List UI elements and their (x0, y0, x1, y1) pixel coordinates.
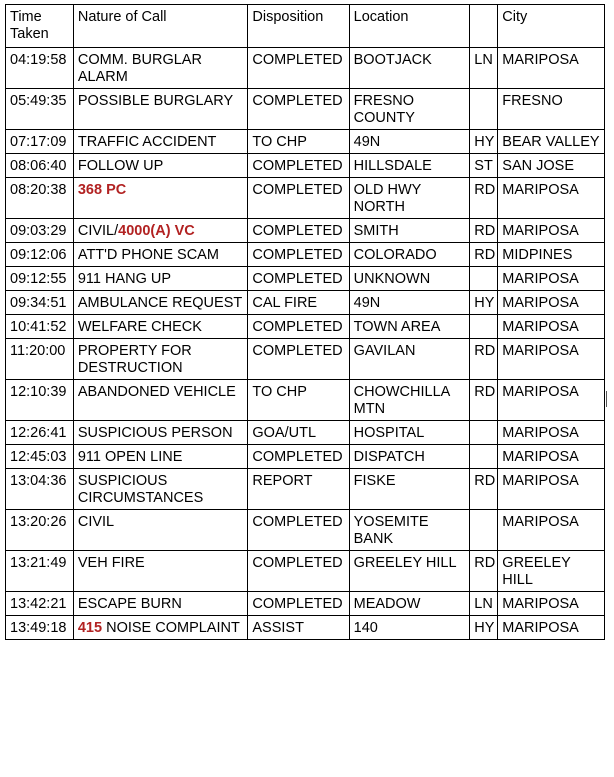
location-cell: HILLSDALE (349, 154, 470, 178)
nature-of-call-cell: ABANDONED VEHICLE (73, 380, 248, 421)
call-time-cell: 13:49:18 (6, 616, 74, 640)
street-suffix-cell: HY (470, 616, 498, 640)
call-time-cell: 13:20:26 (6, 510, 74, 551)
table-row (6, 291, 605, 315)
city-cell: MARIPOSA (498, 510, 605, 551)
nature-of-call-cell: 911 OPEN LINE (73, 445, 248, 469)
nature-of-call-cell (73, 219, 248, 243)
disposition-cell: COMPLETED (248, 178, 349, 219)
location-cell: TOWN AREA (349, 315, 470, 339)
call-time-cell: 08:20:38 (6, 178, 74, 219)
location-cell: 49N (349, 130, 470, 154)
disposition-cell: COMPLETED (248, 551, 349, 592)
disposition-cell: COMPLETED (248, 445, 349, 469)
call-log-table (5, 4, 605, 640)
city-cell: MARIPOSA (498, 421, 605, 445)
table-row (6, 510, 605, 551)
location-cell: BOOTJACK (349, 48, 470, 89)
street-suffix-cell: LN (470, 592, 498, 616)
call-time-cell: 04:19:58 (6, 48, 74, 89)
table-row (6, 219, 605, 243)
street-suffix-cell (470, 89, 498, 130)
disposition-cell: COMPLETED (248, 48, 349, 89)
table-header (6, 5, 605, 48)
call-time-cell: 09:03:29 (6, 219, 74, 243)
table-row (6, 315, 605, 339)
location-cell: FRESNO COUNTY (349, 89, 470, 130)
call-time-cell: 05:49:35 (6, 89, 74, 130)
call-time-cell: 12:45:03 (6, 445, 74, 469)
street-suffix-cell: RD (470, 219, 498, 243)
table-row (6, 89, 605, 130)
street-suffix-cell: LN (470, 48, 498, 89)
nature-of-call-cell: ATT'D PHONE SCAM (73, 243, 248, 267)
city-cell: MARIPOSA (498, 445, 605, 469)
call-time-cell: 09:12:55 (6, 267, 74, 291)
nature-of-call-cell: SUSPICIOUS PERSON (73, 421, 248, 445)
street-suffix-cell (470, 510, 498, 551)
nature-of-call-cell (73, 616, 248, 640)
location-cell: COLORADO (349, 243, 470, 267)
city-cell: FRESNO (498, 89, 605, 130)
header-street-suffix (470, 5, 498, 48)
location-cell: GREELEY HILL (349, 551, 470, 592)
location-cell: MEADOW (349, 592, 470, 616)
location-cell: FISKE (349, 469, 470, 510)
location-cell: YOSEMITE BANK (349, 510, 470, 551)
call-time-cell: 07:17:09 (6, 130, 74, 154)
nature-of-call-cell: 911 HANG UP (73, 267, 248, 291)
location-cell: GAVILAN (349, 339, 470, 380)
location-cell: OLD HWY NORTH (349, 178, 470, 219)
city-cell: MARIPOSA (498, 380, 605, 421)
location-cell: DISPATCH (349, 445, 470, 469)
street-suffix-cell: ST (470, 154, 498, 178)
location-cell: 49N (349, 291, 470, 315)
statute-code: 368 PC (77, 182, 127, 198)
nature-of-call-cell: AMBULANCE REQUEST (73, 291, 248, 315)
header-time-taken: Time Taken (6, 5, 74, 48)
disposition-cell: REPORT (248, 469, 349, 510)
street-suffix-cell: RD (470, 380, 498, 421)
table-row (6, 48, 605, 89)
statute-code: 4000(A) VC (118, 223, 195, 239)
disposition-cell: CAL FIRE (248, 291, 349, 315)
city-cell: MARIPOSA (498, 178, 605, 219)
table-row (6, 339, 605, 380)
nature-of-call-cell: CIVIL (73, 510, 248, 551)
street-suffix-cell (470, 421, 498, 445)
call-time-cell: 10:41:52 (6, 315, 74, 339)
street-suffix-cell: HY (470, 130, 498, 154)
statute-code: 415 (77, 620, 103, 636)
nature-of-call-cell: POSSIBLE BURGLARY (73, 89, 248, 130)
call-time-cell: 08:06:40 (6, 154, 74, 178)
header-nature-of-call: Nature of Call (73, 5, 248, 48)
location-cell: 140 (349, 616, 470, 640)
call-time-cell: 11:20:00 (6, 339, 74, 380)
header-city: City (498, 5, 605, 48)
city-cell: GREELEY HILL (498, 551, 605, 592)
location-cell: CHOWCHILLA MTN (349, 380, 470, 421)
city-cell: SAN JOSE (498, 154, 605, 178)
table-row (6, 592, 605, 616)
disposition-cell: COMPLETED (248, 154, 349, 178)
location-cell: UNKNOWN (349, 267, 470, 291)
disposition-cell: TO CHP (248, 130, 349, 154)
call-time-cell: 09:12:06 (6, 243, 74, 267)
nature-of-call-cell: TRAFFIC ACCIDENT (73, 130, 248, 154)
table-row (6, 267, 605, 291)
disposition-cell: TO CHP (248, 380, 349, 421)
nature-of-call-cell: ESCAPE BURN (73, 592, 248, 616)
disposition-cell: COMPLETED (248, 243, 349, 267)
city-cell: MARIPOSA (498, 291, 605, 315)
city-cell: MARIPOSA (498, 219, 605, 243)
city-cell: MARIPOSA (498, 592, 605, 616)
street-suffix-cell: RD (470, 178, 498, 219)
call-time-cell: 12:10:39 (6, 380, 74, 421)
disposition-cell: ASSIST (248, 616, 349, 640)
call-description: NOISE COMPLAINT (102, 620, 240, 636)
table-row (6, 130, 605, 154)
table-row (6, 178, 605, 219)
table-row (6, 616, 605, 640)
city-cell: MIDPINES (498, 243, 605, 267)
disposition-cell: GOA/UTL (248, 421, 349, 445)
nature-of-call-cell: WELFARE CHECK (73, 315, 248, 339)
street-suffix-cell: RD (470, 339, 498, 380)
street-suffix-cell (470, 445, 498, 469)
disposition-cell: COMPLETED (248, 267, 349, 291)
call-time-cell: 13:21:49 (6, 551, 74, 592)
disposition-cell: COMPLETED (248, 592, 349, 616)
disposition-cell: COMPLETED (248, 315, 349, 339)
nature-of-call-cell: FOLLOW UP (73, 154, 248, 178)
table-row (6, 445, 605, 469)
street-suffix-cell (470, 267, 498, 291)
table-body (6, 48, 605, 640)
street-suffix-cell: RD (470, 243, 498, 267)
location-cell: HOSPITAL (349, 421, 470, 445)
nature-of-call-cell: VEH FIRE (73, 551, 248, 592)
call-time-cell: 13:04:36 (6, 469, 74, 510)
call-time-cell: 09:34:51 (6, 291, 74, 315)
header-disposition: Disposition (248, 5, 349, 48)
city-cell: BEAR VALLEY (498, 130, 605, 154)
city-cell: MARIPOSA (498, 315, 605, 339)
call-time-cell: 12:26:41 (6, 421, 74, 445)
disposition-cell: COMPLETED (248, 339, 349, 380)
call-description: CIVIL/ (77, 223, 119, 239)
disposition-cell: COMPLETED (248, 89, 349, 130)
table-row (6, 421, 605, 445)
street-suffix-cell: HY (470, 291, 498, 315)
header-location: Location (349, 5, 470, 48)
table-row (6, 380, 605, 421)
nature-of-call-cell: SUSPICIOUS CIRCUMSTANCES (73, 469, 248, 510)
nature-of-call-cell: COMM. BURGLAR ALARM (73, 48, 248, 89)
table-row (6, 243, 605, 267)
street-suffix-cell: RD (470, 551, 498, 592)
street-suffix-cell (470, 315, 498, 339)
location-cell: SMITH (349, 219, 470, 243)
city-cell: MARIPOSA (498, 267, 605, 291)
edge-divider (606, 391, 607, 407)
nature-of-call-cell: PROPERTY FOR DESTRUCTION (73, 339, 248, 380)
call-time-cell: 13:42:21 (6, 592, 74, 616)
city-cell: MARIPOSA (498, 48, 605, 89)
table-row (6, 469, 605, 510)
table-row (6, 551, 605, 592)
disposition-cell: COMPLETED (248, 510, 349, 551)
table-row (6, 154, 605, 178)
nature-of-call-cell (73, 178, 248, 219)
street-suffix-cell: RD (470, 469, 498, 510)
disposition-cell: COMPLETED (248, 219, 349, 243)
city-cell: MARIPOSA (498, 339, 605, 380)
header-row (6, 5, 605, 48)
city-cell: MARIPOSA (498, 616, 605, 640)
city-cell: MARIPOSA (498, 469, 605, 510)
